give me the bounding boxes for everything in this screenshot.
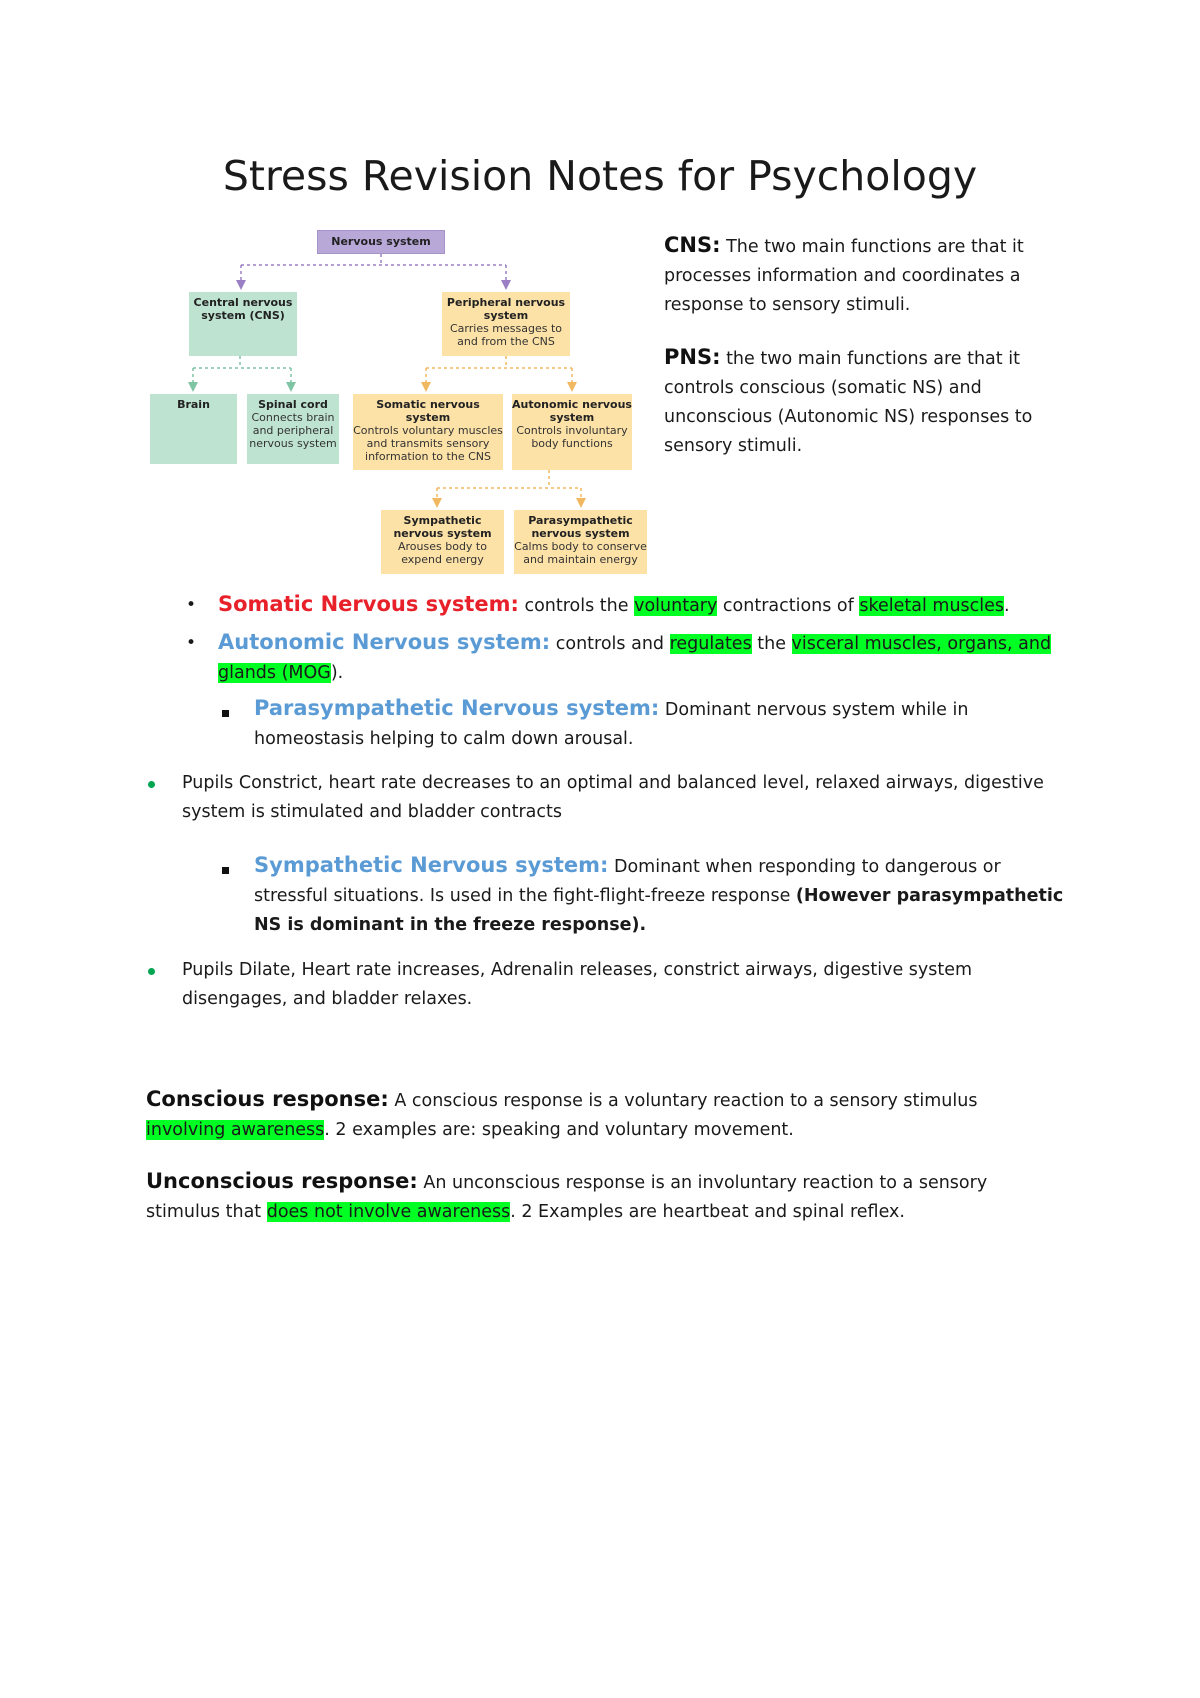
parasympathetic-diagram-desc: Calms body to conserve and maintain energy: [514, 540, 647, 566]
symp-item-bold: NS is dominant in the freeze response).: [254, 915, 647, 935]
parasympathetic-diagram-label: Parasympathetic nervous system: [528, 514, 633, 540]
para-effects: [182, 769, 1082, 827]
square-bullet: [222, 710, 229, 717]
somatic-item-label: Somatic Nervous system:: [218, 592, 519, 616]
unconscious-label: Unconscious response:: [146, 1169, 418, 1193]
bullet-dot: •: [186, 595, 197, 615]
autonomic-diagram-desc: Controls involuntary body functions: [516, 424, 628, 450]
square-bullet: [222, 867, 229, 874]
conscious-label: Conscious response:: [146, 1087, 389, 1111]
para-item-text: Dominant nervous system while in: [659, 700, 969, 720]
symp-item-text: Dominant when responding to dangerous or: [608, 857, 1001, 877]
highlight-does-not-involve-awareness: does not involve awareness: [266, 1202, 511, 1222]
pns-box: [442, 292, 570, 356]
sympathetic-diagram-desc: Arouses body to expend energy: [398, 540, 487, 566]
symp-item-text: stressful situations. Is used in the fight-flight-freeze response: [254, 886, 796, 906]
cns-note-label: CNS:: [664, 233, 721, 257]
para-item-label: Parasympathetic Nervous system:: [254, 696, 660, 720]
somatic-item: [218, 590, 1078, 621]
autonomic-box: [512, 394, 632, 470]
para-item: [254, 694, 1074, 754]
autonomic-item-text: ).: [330, 663, 344, 683]
highlight-regulates: regulates: [669, 634, 752, 654]
conscious-response: [146, 1085, 1106, 1145]
symp-item-label: Sympathetic Nervous system:: [254, 853, 609, 877]
symp-item-bold: (However parasympathetic: [795, 886, 1064, 906]
nervous-system-label: Nervous system: [331, 235, 431, 248]
autonomic-item: [218, 628, 1078, 688]
pns-note-text: the two main functions are that it controls conscious (somatic NS) and unconscious (Autonomic NS) responses to sensory stimuli.: [664, 349, 1033, 456]
brain-label: Brain: [177, 398, 210, 411]
autonomic-item-label: Autonomic Nervous system:: [218, 630, 551, 654]
spinal-cord-desc: Connects brain and peripheral nervous system: [249, 411, 337, 450]
unconscious-text: An unconscious response is an involuntary reaction to a sensory: [417, 1173, 988, 1193]
cns-note-text: The two main functions are that it processes information and coordinates a response to sensory stimuli.: [664, 237, 1024, 315]
green-bullet: [148, 968, 155, 975]
highlight-visceral: visceral muscles, organs, and: [791, 634, 1052, 654]
symp-effects: [182, 956, 1082, 1014]
unconscious-text: stimulus that: [146, 1202, 267, 1222]
spinal-cord-label: Spinal cord: [258, 398, 328, 411]
nervous-system-box: [317, 230, 445, 254]
green-bullet: [148, 781, 155, 788]
highlight-involving-awareness: involving awareness: [146, 1120, 325, 1140]
para-effects-line: Pupils Constrict, heart rate decreases to an optimal and balanced level, relaxed airways, digestive: [182, 773, 1044, 793]
highlight-skeletal-muscles: skeletal muscles: [859, 596, 1005, 616]
para-effects-line: system is stimulated and bladder contracts: [182, 802, 562, 822]
bullet-dot: •: [186, 633, 197, 653]
cns-label: Central nervous system (CNS): [193, 296, 293, 322]
sympathetic-diagram-label: Sympathetic nervous system: [393, 514, 492, 540]
autonomic-item-text: the: [751, 634, 792, 654]
somatic-item-text: contractions of: [717, 596, 860, 616]
page-title: Stress Revision Notes for Psychology: [222, 152, 978, 200]
autonomic-diagram-label: Autonomic nervous system: [512, 398, 632, 424]
cns-note: [664, 231, 1064, 320]
symp-effects-line: disengages, and bladder relaxes.: [182, 989, 473, 1009]
somatic-diagram-desc: Controls voluntary muscles and transmits sensory information to the CNS: [353, 424, 503, 463]
symp-effects-line: Pupils Dilate, Heart rate increases, Adrenalin releases, constrict airways, digestive system: [182, 960, 973, 980]
somatic-item-text: controls the: [518, 596, 635, 616]
cns-box: [189, 292, 297, 356]
sympathetic-box: [381, 510, 504, 574]
highlight-voluntary: voluntary: [634, 596, 718, 616]
unconscious-response: [146, 1167, 1106, 1227]
highlight-glands: glands (MOG: [218, 663, 331, 683]
somatic-diagram-label: Somatic nervous system: [376, 398, 480, 424]
spinal-cord-box: [247, 394, 339, 464]
unconscious-text: . 2 Examples are heartbeat and spinal reflex.: [510, 1202, 905, 1222]
pns-note-label: PNS:: [664, 345, 721, 369]
somatic-item-text: .: [1004, 596, 1010, 616]
pns-desc: Carries messages to and from the CNS: [449, 322, 563, 348]
brain-box: [150, 394, 237, 464]
para-item-text: homeostasis helping to calm down arousal.: [254, 729, 634, 749]
conscious-text: . 2 examples are: speaking and voluntary movement.: [324, 1120, 794, 1140]
parasympathetic-box: [514, 510, 647, 574]
pns-label: Peripheral nervous system: [446, 296, 566, 322]
somatic-box: [353, 394, 503, 470]
symp-item: [254, 851, 1094, 940]
autonomic-item-text: controls and: [550, 634, 670, 654]
conscious-text: A conscious response is a voluntary reaction to a sensory stimulus: [388, 1091, 978, 1111]
pns-note: [664, 343, 1064, 461]
